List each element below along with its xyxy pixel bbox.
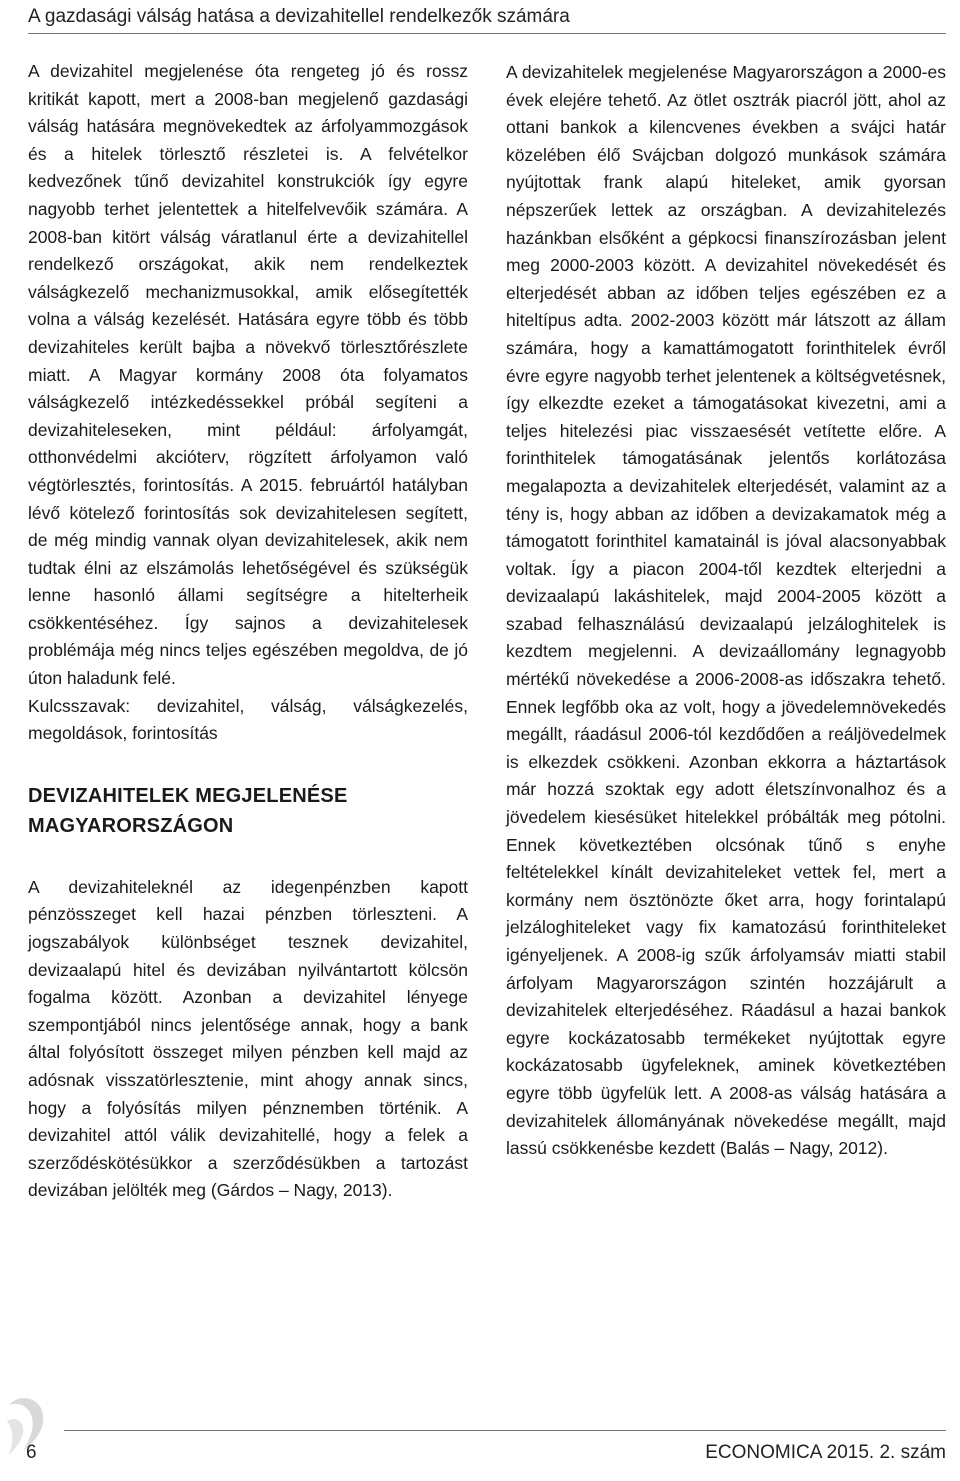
journal-name: ECONOMICA 2015. 2. szám bbox=[705, 1442, 946, 1463]
section-heading: DEVIZAHITELEK MEGJELENÉSE MAGYARORSZÁGON bbox=[28, 784, 348, 837]
abstract-paragraph: A devizahitel megjelenése óta rengeteg jó és rossz kritikát kapott, mert a 2008-ban megjelenő gazdasági válság hatására megnövekedtek az árfolyammozgások és a hitelek törlesztő részletei is. A felvételkor kedvezőnek tűnő devizahitel konstrukciók így egyre nagyobb terhet jelentettek a hitelfelvevőik számára. A 2008-ban kitört válság váratlanul érte a devizahitellel rendelkező országokat, akik nem rendelkeztek válságkezelő mechanizmusokkal, amik elősegítették volna a válság kezelését. Hatására egyre több és több devizahiteles került bajba a növekvő törlesztőrészlete miatt. A Magyar kormány 2008 óta folyamatos válságkezelő intézkedéssekkel próbál segíteni a devizahiteleseken, mint például: árfolyamgát, otthonvédelmi akcióterv, rögzített árfolyamon való végtörlesztés, forintosítás. A 2015. februártól hatályban lévő kötelező forintosítás sok devizahitelesen segített, de még mindig vannak olyan devizahitelesek, akik nem tudtak élni az elszámolás lehetőségével és szükségük lenne hasonló állami segítségre a hitelterheik csökkentéséhez. Így sajnos a devizahitelesek problémája még nincs teljes egészében megoldva, de jó úton haladunk felé. bbox=[28, 61, 468, 689]
keywords-paragraph: Kulcsszavak: devizahitel, válság, válságkezelés, megoldások, forintosítás bbox=[28, 695, 468, 744]
section-paragraph: A devizahiteleknél az idegenpénzben kapott pénzösszeget kell hazai pénzben törleszteni. A jogszabályok különbséget tesznek devizahitel, devizaalapú hitel és devizában nyilvántartott kölcsön fogalma között. Azonban a devizahitel lényege szempontjából nincs jelentősége annak, hogy a bank által folyósított összeget milyen pénzben kell majd az adósnak visszatörlesztenie, mint ahogy annak sincs, hogy a folyósítás milyen pénznemben történik. A devizahitel attól válik devizahitellé, hogy a felek a szerződéskötésükkor a szerződésükben a tartozást devizában jelölték meg (Gárdos – Nagy, 2013). bbox=[28, 876, 468, 1201]
footer-divider bbox=[64, 1430, 946, 1431]
journal-logo-icon bbox=[3, 1391, 47, 1461]
right-column bbox=[506, 59, 946, 1163]
running-header: A gazdasági válság hatása a devizahitellel rendelkezők számára bbox=[28, 6, 570, 27]
header-divider bbox=[28, 33, 946, 34]
page-number: 6 bbox=[26, 1442, 37, 1463]
left-column bbox=[28, 58, 468, 1205]
right-column-paragraph: A devizahitelek megjelenése Magyarországon a 2000-es évek elejére tehető. Az ötlet osztrák piacról jött, ahol az ottani bankok a kilencvenes években a svájci határ közelében élő Svájcban dolgozó munkások számára nyújtottak frank alapú hiteleket, amik gyorsan népszerűek lettek az országban. A devizahitelezés hazánkban elsőként a gépkocsi finanszírozásban jelent meg 2000-2003 között. A devizahitel növekedését és elterjedését abban az időben teljes egészében ez a hiteltípus adta. 2002-2003 között már látszott az állam számára, hogy a kamattámogatott forinthitelek évről évre egyre nagyobb terhet jelentenek a költségvetésnek, így elkezdte ezeket a támogatásokat kivezetni, ami a teljes hitelezési piac visszaesését vetítette előre. A forinthitelek támogatásának jelentős korlátozása megalapozta a devizahitelek elterjedését, valamint az a tény is, hogy abban az időben a devizakamatok még a támogatott forinthitel kamatainál is jóval alacsonyabbak voltak. Így a piacon 2004-től kezdtek elterjedni a devizaalapú lakáshitelek, majd 2004-2005 között a szabad felhasználású devizaalapú jelzáloghitelek is kezdtem megjelenni. A devizaállomány legnagyobb mértékű növekedése a 2006-2008-as időszakra tehető. Ennek legfőbb oka az volt, hogy a jövedelemnövekedés megállt, ráadásul 2006-tól kezdődően a reáljövedelmek is elkezdek csökkeni. Azonban ekkorra a háztartások már hozzá szoktak egy adott életszínvonalhoz és a jövedelem kiesésüket hitelekkel próbálták meg pótolni. Ennek következtében olcsónak tűnő s enyhe feltételekkel kínált devizahiteleket vettek fel, mert a kormány nem ösztönözte őket arra, hogy forintalapú jelzáloghiteleket vagy fix kamatozású forinthiteleket igényeljenek. A 2008-ig szűk árfolyamsáv miatti stabil árfolyam Magyarországon szintén hozzájárult a devizahitelek elterjedéséhez. Ráadásul a hazai bankok egyre kockázatosabb termékeket nyújtottak egyre kockázatosabb ügyfeleknek, aminek következtében egyre több ügyfelük lett. A 2008-as válság hatására a devizahitelek állományának növekedése megállt, majd lassú csökkenésbe kezdett (Balás – Nagy, 2012). bbox=[506, 62, 946, 1159]
